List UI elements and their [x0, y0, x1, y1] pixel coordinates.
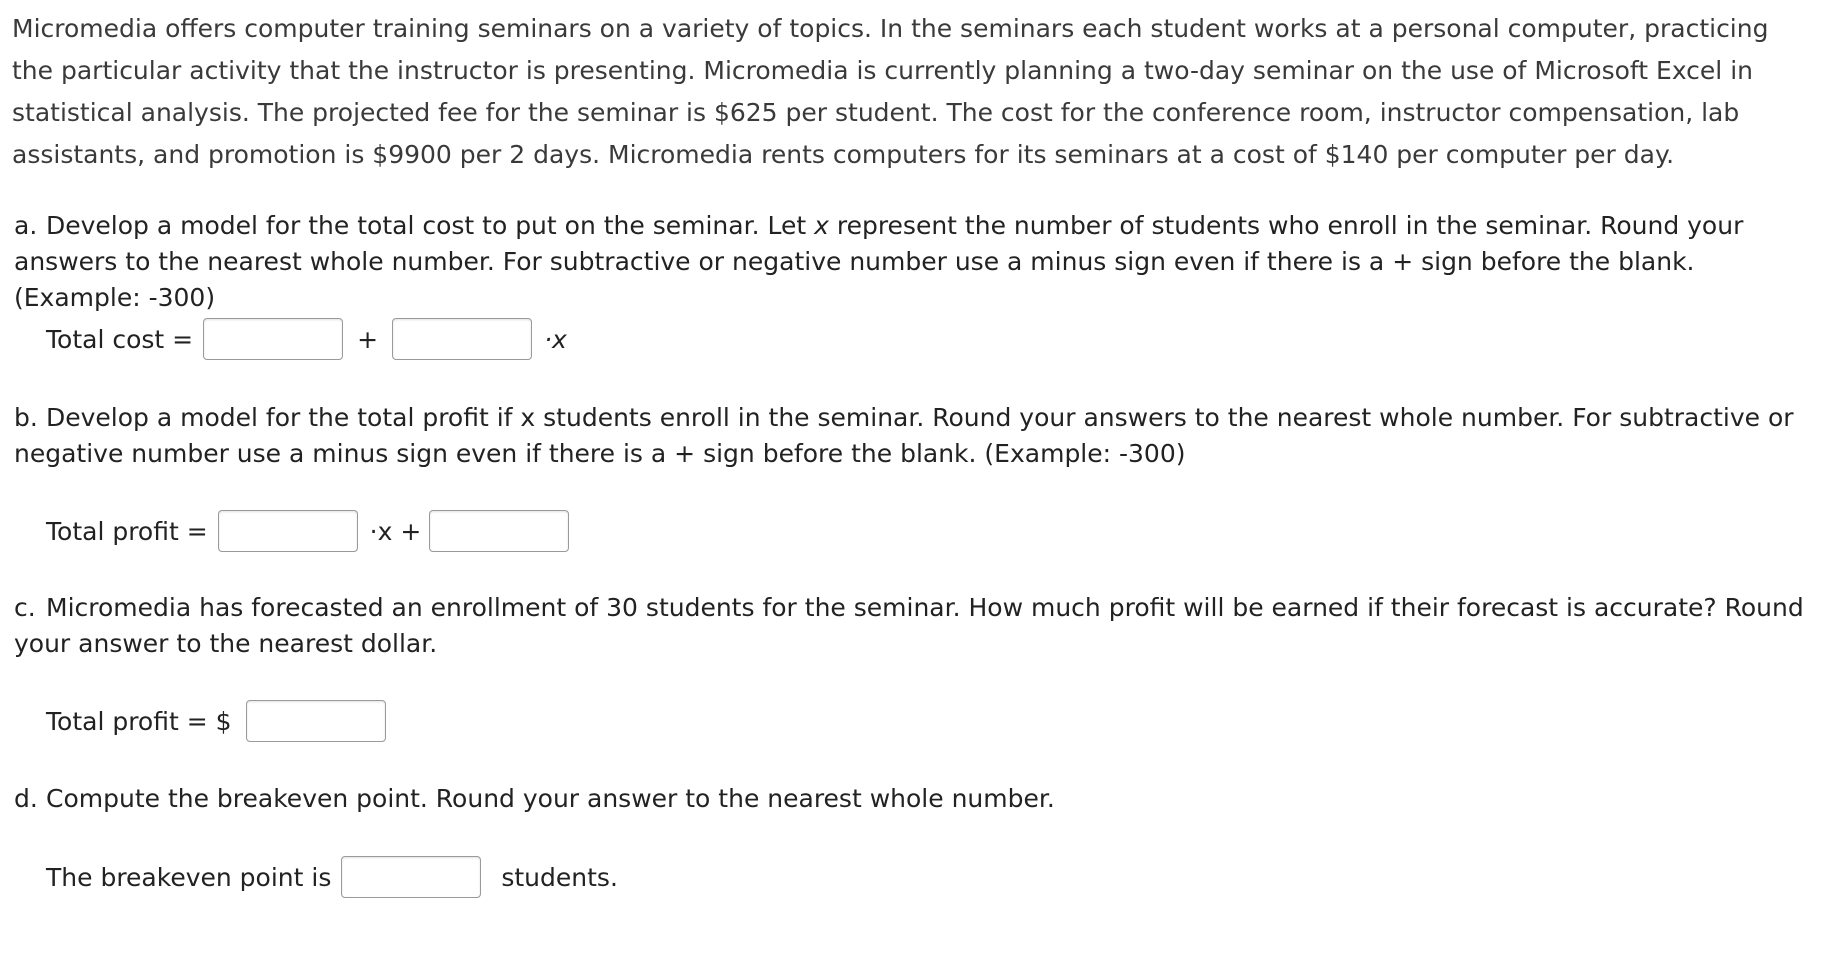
- forecast-profit-label: Total profit =: [46, 706, 208, 736]
- answer-row-d: [46, 854, 618, 900]
- question-a-variable: x: [814, 211, 829, 240]
- question-a: [14, 208, 1814, 316]
- forecast-profit-input[interactable]: [246, 700, 386, 742]
- times-x-plus-symbol: ·x +: [369, 516, 422, 546]
- question-a-text-pre: Develop a model for the total cost to put on the seminar. Let: [46, 211, 815, 240]
- breakeven-input[interactable]: [341, 856, 481, 898]
- question-b: [14, 400, 1814, 472]
- question-c-letter: c.: [14, 593, 36, 622]
- question-b-letter: b.: [14, 403, 38, 432]
- question-b-text: Develop a model for the total profit if x students enroll in the seminar. Round your answers to the nearest whole number. For subtractive or negative number use a minus sign even if there is a + sign before the blank. (Example: -300): [14, 403, 1794, 468]
- currency-symbol: $: [215, 706, 232, 736]
- question-d: [14, 781, 1814, 817]
- students-unit-label: students.: [501, 862, 618, 892]
- plus-sign: +: [357, 324, 379, 354]
- question-a-text-post: represent the number of students who enroll in the seminar. Round your answers to the nearest whole number. For subtractive or negative number use a minus sign even if there is a + sign before the blank. (Example: -300): [14, 211, 1744, 312]
- total-cost-label: Total cost =: [46, 324, 194, 354]
- answer-row-c: [46, 698, 386, 744]
- total-profit-coefficient-input[interactable]: [218, 510, 358, 552]
- question-d-text: Compute the breakeven point. Round your answer to the nearest whole number.: [46, 784, 1055, 813]
- answer-row-a: [46, 316, 567, 362]
- question-d-letter: d.: [14, 784, 38, 813]
- times-x-symbol: ·x: [544, 324, 567, 354]
- total-profit-label: Total profit =: [46, 516, 208, 546]
- question-c-text: Micromedia has forecasted an enrollment of 30 students for the seminar. How much profit will be earned if their forecast is accurate? Round your answer to the nearest dollar.: [14, 593, 1804, 658]
- problem-intro: Micromedia offers computer training seminars on a variety of topics. In the seminars each student works at a personal computer, practicing the particular activity that the instructor is presenting. Micromedia is currently planning a two-day seminar on the use of Microsoft Excel in statistical analysis. The projected fee for the seminar is $625 per student. The cost for the conference room, instructor compensation, lab assistants, and promotion is $9900 per 2 days. Micromedia rents computers for its seminars at a cost of $140 per computer per day.: [12, 14, 1769, 169]
- question-a-letter: a.: [14, 211, 38, 240]
- total-cost-fixed-input[interactable]: [203, 318, 343, 360]
- total-profit-constant-input[interactable]: [429, 510, 569, 552]
- answer-row-b: [46, 508, 569, 554]
- question-c: [14, 590, 1814, 662]
- breakeven-label: The breakeven point is: [46, 862, 332, 892]
- total-cost-variable-input[interactable]: [392, 318, 532, 360]
